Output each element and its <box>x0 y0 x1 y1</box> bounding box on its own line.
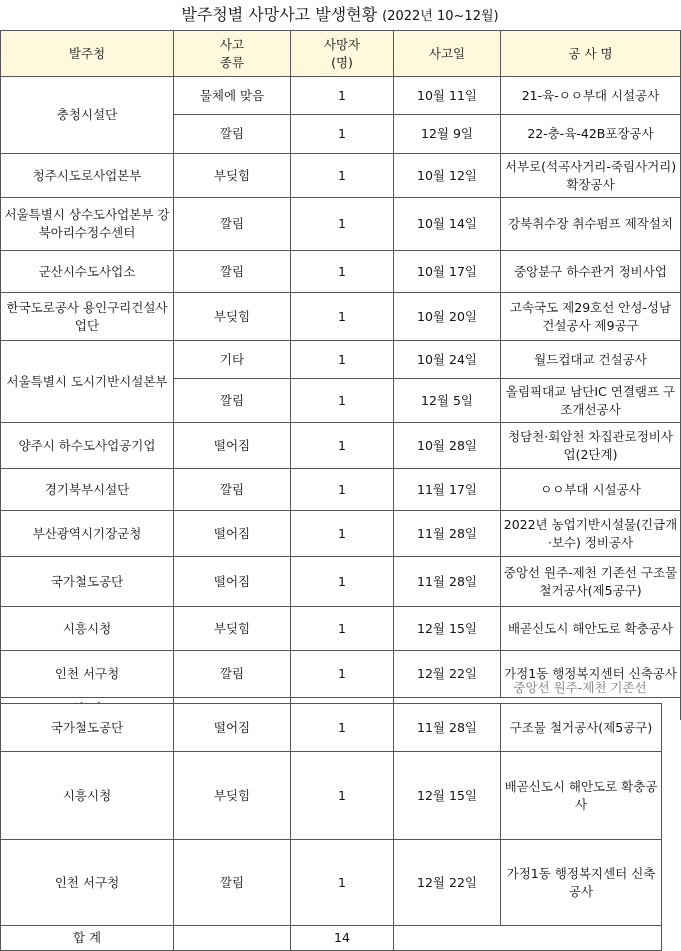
deaths-cell: 1 <box>291 115 394 154</box>
org-cell: 한국도로공사 용인구리건설사업단 <box>1 293 174 341</box>
date-cell: 11월 28일 <box>394 704 501 752</box>
project-cell: 22-충-육-42B포장공사 <box>501 115 681 154</box>
date-cell: 10월 11일 <box>394 77 501 115</box>
table-row <box>1 840 662 926</box>
type-cell: 부딪힘 <box>174 752 291 840</box>
table-row <box>1 752 662 840</box>
table-row <box>1 511 681 557</box>
org-cell: 서울특별시 상수도사업본부 강북아리수정수센터 <box>1 198 174 251</box>
project-cell: 가정1동 행정복지센터 신축공사 <box>501 840 662 926</box>
date-cell: 12월 5일 <box>394 379 501 423</box>
header-row <box>1 31 681 77</box>
project-cell: 21-육-ㅇㅇ부대 시설공사 <box>501 77 681 115</box>
date-cell: 10월 12일 <box>394 154 501 198</box>
project-cell: 구조물 철거공사(제5공구) <box>501 704 662 752</box>
project-cell: 2022년 농업기반시설물(긴급개·보수) 정비공사 <box>501 511 681 557</box>
type-cell: 깔림 <box>174 379 291 423</box>
header-date: 사고일 <box>394 31 501 77</box>
table-row <box>1 154 681 198</box>
total-spacer <box>394 926 662 951</box>
org-cell: 충청시설단 <box>1 77 174 154</box>
project-cell: 배곧신도시 해안도로 확충공사 <box>501 607 681 651</box>
table-row <box>1 198 681 251</box>
table-row <box>1 557 681 607</box>
title-period: (2022년 10~12월) <box>382 9 499 24</box>
date-cell: 10월 14일 <box>394 198 501 251</box>
deaths-cell: 1 <box>291 469 394 511</box>
type-cell: 떨어짐 <box>174 704 291 752</box>
deaths-cell: 1 <box>291 293 394 341</box>
deaths-cell: 1 <box>291 251 394 293</box>
date-cell: 10월 24일 <box>394 341 501 379</box>
table-row <box>1 607 681 651</box>
project-cell: 강북취수장 취수펌프 제작설치 <box>501 198 681 251</box>
date-cell: 12월 22일 <box>394 651 501 698</box>
deaths-cell: 1 <box>291 840 394 926</box>
table-row <box>1 77 681 115</box>
total-deaths: 14 <box>291 926 394 951</box>
org-cell: 군산시수도사업소 <box>1 251 174 293</box>
deaths-cell: 1 <box>291 379 394 423</box>
project-cell: 배곧신도시 해안도로 확충공사 <box>501 752 662 840</box>
accident-table <box>0 30 681 720</box>
org-cell: 양주시 하수도사업공기업 <box>1 423 174 469</box>
org-cell: 청주시도로사업본부 <box>1 154 174 198</box>
project-cell: 중앙선 원주-제천 기존선 구조물 철거공사(제5공구) <box>501 557 681 607</box>
type-cell: 깔림 <box>174 251 291 293</box>
org-cell: 인천 서구청 <box>1 651 174 698</box>
date-cell: 10월 17일 <box>394 251 501 293</box>
type-cell: 떨어짐 <box>174 557 291 607</box>
project-cell: 중앙분구 하수관거 정비사업 <box>501 251 681 293</box>
project-cell: ㅇㅇ부대 시설공사 <box>501 469 681 511</box>
date-cell: 10월 20일 <box>394 293 501 341</box>
deaths-cell: 1 <box>291 607 394 651</box>
total-row <box>1 926 662 951</box>
org-cell: 경기북부시설단 <box>1 469 174 511</box>
type-cell: 깔림 <box>174 840 291 926</box>
date-cell: 12월 9일 <box>394 115 501 154</box>
table-row <box>1 469 681 511</box>
deaths-cell: 1 <box>291 704 394 752</box>
project-cell: 청담천·회암천 차집관로정비사업(2단계) <box>501 423 681 469</box>
table-row <box>1 704 662 752</box>
date-cell: 12월 15일 <box>394 607 501 651</box>
deaths-cell: 1 <box>291 77 394 115</box>
type-cell: 부딪힘 <box>174 607 291 651</box>
deaths-cell: 1 <box>291 752 394 840</box>
org-cell: 시흥시청 <box>1 752 174 840</box>
date-cell: 11월 28일 <box>394 511 501 557</box>
title-text: 발주청별 사망사고 발생현황 <box>181 5 378 24</box>
project-cell: 가정1동 행정복지센터 신축공사 <box>501 651 681 698</box>
org-cell: 부산광역시기장군청 <box>1 511 174 557</box>
table-row <box>1 251 681 293</box>
type-cell: 떨어짐 <box>174 511 291 557</box>
header-org: 발주청 <box>1 31 174 77</box>
table-row <box>1 293 681 341</box>
page-title <box>0 0 680 30</box>
project-cell: 올림픽대교 남단IC 연결램프 구조개선공사 <box>501 379 681 423</box>
project-cell: 월드컵대교 건설공사 <box>501 341 681 379</box>
duplicate-table-fragment <box>0 703 662 951</box>
deaths-cell: 1 <box>291 511 394 557</box>
deaths-cell: 1 <box>291 651 394 698</box>
org-cell: 국가철도공단 <box>1 557 174 607</box>
date-cell: 12월 15일 <box>394 752 501 840</box>
project-cell: 고속국도 제29호선 안성-성남 건설공사 제9공구 <box>501 293 681 341</box>
type-cell: 깔림 <box>174 115 291 154</box>
type-cell: 떨어짐 <box>174 423 291 469</box>
org-cell: 시흥시청 <box>1 607 174 651</box>
table-row <box>1 423 681 469</box>
total-label: 합 계 <box>1 926 174 951</box>
date-cell: 10월 28일 <box>394 423 501 469</box>
table-row <box>1 341 681 379</box>
project-cell: 서부로(석곡사거리-죽림사거리) 확장공사 <box>501 154 681 198</box>
deaths-cell: 1 <box>291 423 394 469</box>
type-cell: 깔림 <box>174 651 291 698</box>
type-cell: 부딪힘 <box>174 154 291 198</box>
deaths-cell: 1 <box>291 341 394 379</box>
org-cell: 인천 서구청 <box>1 840 174 926</box>
org-cell: 서울특별시 도시기반시설본부 <box>1 341 174 423</box>
type-cell: 물체에 맞음 <box>174 77 291 115</box>
header-project: 공 사 명 <box>501 31 681 77</box>
overlapped-text: 중앙선 원주-제천 기존선 <box>513 680 647 695</box>
type-cell: 깔림 <box>174 469 291 511</box>
deaths-cell: 1 <box>291 198 394 251</box>
header-deaths: 사망자 (명) <box>291 31 394 77</box>
org-cell: 국가철도공단 <box>1 704 174 752</box>
type-cell: 부딪힘 <box>174 293 291 341</box>
date-cell: 11월 28일 <box>394 557 501 607</box>
date-cell: 12월 22일 <box>394 840 501 926</box>
type-cell: 깔림 <box>174 198 291 251</box>
deaths-cell: 1 <box>291 557 394 607</box>
deaths-cell: 1 <box>291 154 394 198</box>
type-cell: 기타 <box>174 341 291 379</box>
total-spacer <box>174 926 291 951</box>
header-type: 사고 종류 <box>174 31 291 77</box>
date-cell: 11월 17일 <box>394 469 501 511</box>
